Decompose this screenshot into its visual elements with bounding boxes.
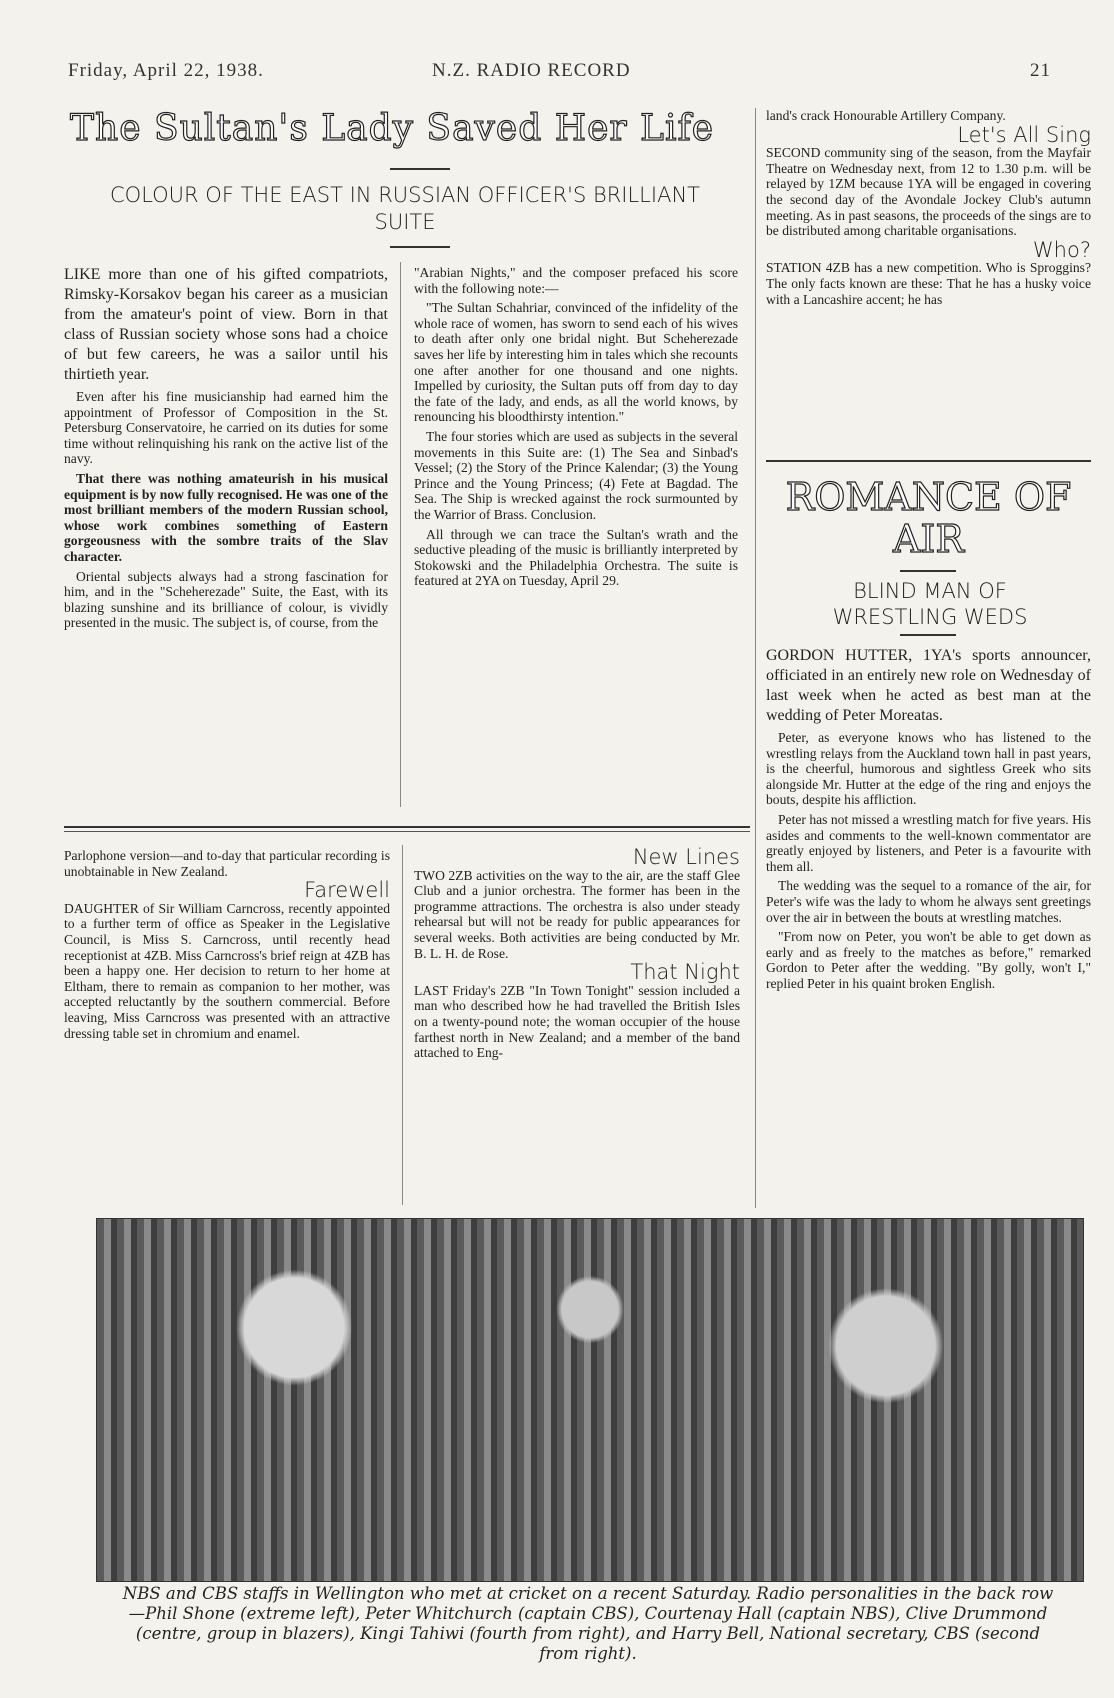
main-subtitle: COLOUR OF THE EAST IN RUSSIAN OFFICER'S BRILLIANT SUITE bbox=[110, 183, 700, 234]
lower-left-column bbox=[64, 848, 390, 1045]
parlophone-text: Parlophone version—and to-day that particular recording is unobtainable in New Zealand. bbox=[64, 848, 390, 879]
article-para-3: That there was nothing amateurish in his musical equipment is by now fully recognised. He was one of the most brilliant members of the modern Russian school, whose work combines something of Eastern gorgeousness with the sombre traits of the Slav character. bbox=[64, 470, 388, 564]
farewell-text: DAUGHTER of Sir William Carncross, recently appointed to a further term of office as Speaker in the Legislative Council, is Miss S. Carncross, until recently head receptionist at 4ZB. Miss Carncross's brief reign at 4ZB has been a happy one. Her decision to return to her home at Eltham, there to remain as companion to her mother, was accepted reluctantly by the southern commercial. Before leaving, Miss Carncross was presented with an attractive dressing table set in chromium and enamel. bbox=[64, 900, 390, 1041]
article-column-2 bbox=[414, 265, 738, 593]
romance-para-3: Peter has not missed a wrestling match for five years. His asides and comments to the well-known commentator are greatly enjoyed by listeners, and Peter is a favourite with them all. bbox=[766, 811, 1091, 874]
romance-para-4: The wedding was the sequel to a romance of the air, for Peter's wife was the lady to whom he always sent greetings over the air in between the bouts at wrestling matches. bbox=[766, 878, 1091, 925]
column-rule-3 bbox=[402, 845, 403, 1205]
article-para-2: Even after his fine musicianship had earned him the appointment of Professor of Composition in the St. Petersburg Conservatoire, he carried on its duties for some time without relinquishing his rank on the active list of the navy. bbox=[64, 389, 388, 467]
issue-date: Friday, April 22, 1938. bbox=[68, 60, 264, 81]
who-heading: Who? bbox=[1032, 237, 1091, 262]
thatnight-heading: That Night bbox=[630, 960, 740, 985]
column-rule-2 bbox=[755, 108, 756, 1208]
sing-text: SECOND community sing of the season, from the Mayfair Theatre on Wednesday next, from 12 to 1.30 p.m. will be relayed by 1ZM because 1YA will be engaged in covering the second day of the Avondale Jockey Club's autumn meeting. As in past seasons, the proceeds of the sings are to be distributed among charitable organisations. bbox=[766, 145, 1091, 239]
romance-headline: ROMANCE OF AIR bbox=[785, 475, 1072, 561]
sing-heading: Let's All Sing bbox=[957, 122, 1091, 147]
subtitle-divider bbox=[390, 246, 450, 248]
lower-mid-column bbox=[414, 845, 740, 1065]
article-para-1: LIKE more than one of his gifted compatriots, Rimsky-Korsakov began his career as a musician from the amateur's point of view. Born in that class of Russian society whose sons had a choice of but few careers, he was a sailor until his thirtieth year. bbox=[64, 266, 388, 383]
headline-divider bbox=[390, 168, 450, 170]
section-rule-thin bbox=[64, 831, 750, 832]
section-rule bbox=[64, 826, 750, 828]
article-para-6: "The Sultan Schahriar, convinced of the infidelity of the whole race of women, has sworn to send each of his wives to death after only one bridal night. But Scheherezade saves her life by interesting him in tales which she recounts one after another for one thousand and one nights. Impelled by curiosity, the Sultan puts off from day to day the fate of the lady, and ends, as all the world knows, by renouncing his bloodthirsty intention." bbox=[414, 300, 738, 425]
romance-subtitle-divider bbox=[900, 634, 956, 636]
page-number: 21 bbox=[1030, 60, 1051, 81]
article-para-8: All through we can trace the Sultan's wrath and the seductive pleading of the music is brilliantly interpreted by Stokowski and the Philadelphia Orchestra. The suite is featured at 2YA on Tuesday, April 29. bbox=[414, 526, 738, 589]
romance-divider bbox=[900, 570, 956, 572]
newlines-text: TWO 2ZB activities on the way to the air, are the staff Glee Club and a junior orchestra. The former has been in the programme attractions. The orchestra is also under steady rehearsal but will not be ready for public appearances for several weeks. Both activities are being conducted by Mr. B. L. H. de Rose. bbox=[414, 867, 740, 961]
article-para-7: The four stories which are used as subjects in the several movements in this Suite are: (1) The Sea and Sinbad's Vessel; (2) the Story of the Prince Kalendar; (3) the Young Prince and the Young Princess; (4) Fete at Bagdad. The Sea. The Ship is wrecked against the rock surmounted by the Warrior of Brass. Conclusion. bbox=[414, 428, 738, 522]
thatnight-text: LAST Friday's 2ZB "In Town Tonight" session included a man who described how he had travelled the British Isles on a twenty-pound note; the woman occupier of the house farthest north in New Zealand; and a member of the band attached to Eng- bbox=[414, 982, 740, 1061]
romance-subtitle: BLIND MAN OF WRESTLING WEDS bbox=[832, 579, 1028, 629]
who-text: STATION 4ZB has a new competition. Who is Sproggins? The only facts known are these: That he has a husky voice with a Lancashire accent; he has bbox=[766, 260, 1091, 307]
romance-rule bbox=[766, 460, 1091, 462]
newlines-heading: New Lines bbox=[632, 845, 740, 869]
right-top-column bbox=[766, 108, 1091, 311]
article-column-1 bbox=[64, 265, 388, 635]
cricket-team-photo bbox=[96, 1218, 1084, 1582]
article-para-5: "Arabian Nights," and the composer prefaced his score with the following note:— bbox=[414, 265, 738, 296]
romance-body bbox=[766, 646, 1091, 996]
farewell-heading: Farewell bbox=[304, 878, 390, 903]
romance-para-2: Peter, as everyone knows who has listened to the wrestling relays from the Auckland town hall in past years, is the cheerful, humorous and sightless Greek who sits alongside Mr. Hutter at the edge of the ring and enjoys the bouts, despite his affliction. bbox=[766, 730, 1091, 808]
photo-caption: NBS and CBS staffs in Wellington who met at cricket on a recent Saturday. Radio personalities in the back row—Phil Shone (extreme left), Peter Whitchurch (captain CBS), Courtenay Hall (captain NBS), Clive Drummond (centre, group in blazers), Kingi Tahiwi (fourth from right), and Harry Bell, National secretary, CBS (second from right). bbox=[122, 1584, 1054, 1663]
publication-name: N.Z. RADIO RECORD bbox=[432, 60, 631, 81]
column-rule-1 bbox=[400, 262, 401, 807]
continued-text: land's crack Honourable Artillery Company. bbox=[766, 108, 1006, 123]
romance-para-5: "From now on Peter, you won't be able to get down as early and as freely to the matches as before," remarked Gordon to Peter after the wedding. "By golly, won't I," replied Peter in his quaint broken English. bbox=[766, 929, 1091, 991]
romance-para-1: GORDON HUTTER, 1YA's sports announcer, officiated in an entirely new role on Wednesday of last week when he acted as best man at the wedding of Peter Moreatas. bbox=[766, 647, 1091, 724]
main-headline: The Sultan's Lady Saved Her Life bbox=[70, 108, 715, 149]
article-para-4: Oriental subjects always had a strong fascination for him, and in the "Scheherezade" Suite, the East, with its blazing sunshine and its brilliance of colour, is vividly presented in the music. The subject is, of course, from the bbox=[64, 568, 388, 631]
